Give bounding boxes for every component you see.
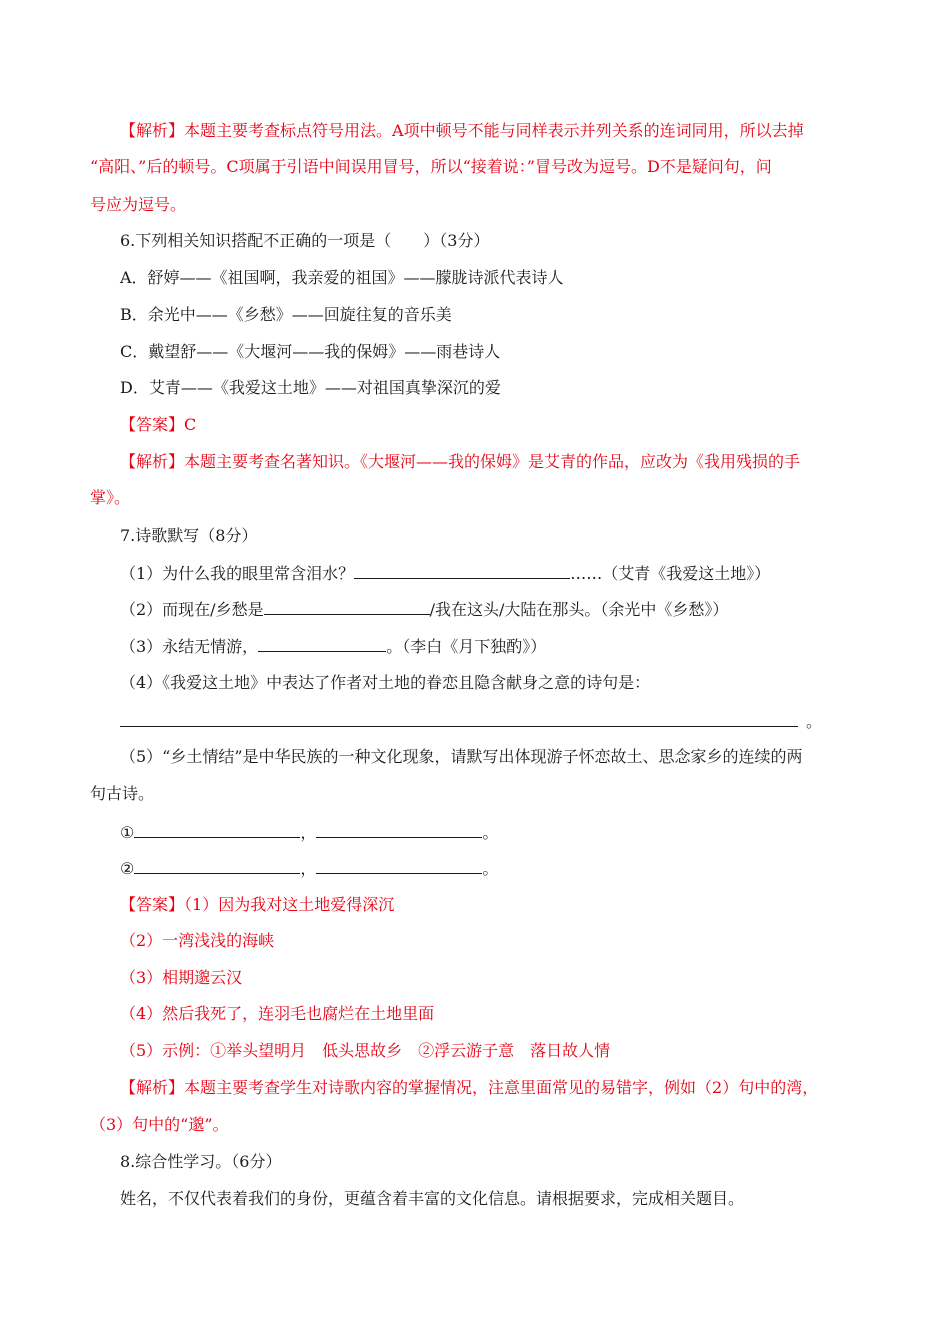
item-text: （2）而现在/乡愁是 <box>120 600 264 619</box>
q7-item-5-blank-1 <box>120 821 498 844</box>
item-text: ……（艾青《我爱这土地》） <box>570 564 771 583</box>
answer-blank[interactable] <box>354 562 570 579</box>
analysis-text: 本题主要考查标点符号用法。A项中顿号不能与同样表示并列关系的连词同用，所以去掉 <box>184 121 804 140</box>
item-end: 。 <box>806 712 823 731</box>
q6-analysis-line-2: 掌》。 <box>90 488 131 507</box>
q7-answer-2: （2）一湾浅浅的海峡 <box>120 931 275 950</box>
item-text: /我在这头/大陆在那头。（余光中《乡愁》） <box>429 600 729 619</box>
q7-item-5-line-1: （5）“乡土情结”是中华民族的一种文化现象，请默写出体现游子怀恋故土、思念家乡的连续的两 <box>120 747 803 766</box>
q7-stem: 7.诗歌默写（8分） <box>120 526 258 545</box>
q7-answer-4: （4）然后我死了，连羽毛也腐烂在土地里面 <box>120 1004 435 1023</box>
answer-blank[interactable] <box>134 821 300 838</box>
q7-answer-1 <box>120 894 394 916</box>
q8-stem: 8.综合性学习。（6分） <box>120 1152 282 1171</box>
analysis-tag: 【解析】 <box>120 1078 185 1097</box>
answer-blank[interactable] <box>134 857 300 874</box>
analysis-text: 本题主要考查学生对诗歌内容的掌握情况，注意里面常见的易错字，例如（2）句中的湾， <box>184 1078 819 1097</box>
comma: ， <box>300 859 317 878</box>
circle-number: ① <box>120 823 135 842</box>
q7-item-4: （4）《我爱这土地》中表达了作者对土地的眷恋且隐含献身之意的诗句是： <box>120 673 651 692</box>
q6-stem: 6.下列相关知识搭配不正确的一项是（ ）（3分） <box>120 231 490 250</box>
answer-text: （1）因为我对这土地爱得深沉 <box>184 895 395 914</box>
q7-item-3 <box>120 635 546 658</box>
q6-option-b: B．余光中——《乡愁》——回旋往复的音乐美 <box>120 305 452 324</box>
analysis-text: 本题主要考查名著知识。《大堰河——我的保姆》是艾青的作品，应改为《我用残损的手 <box>184 452 801 471</box>
answer-blank[interactable] <box>120 710 798 727</box>
answer-text: C <box>184 415 197 434</box>
analysis-tag: 【解析】 <box>120 121 185 140</box>
q7-analysis-line-2: （3）句中的“邈”。 <box>90 1115 229 1134</box>
period: 。 <box>482 859 499 878</box>
q6-option-d: D．艾青——《我爱这土地》——对祖国真挚深沉的爱 <box>120 378 501 397</box>
q7-item-5-blank-2 <box>120 857 498 880</box>
answer-tag: 【答案】 <box>120 415 185 434</box>
q7-answer-5: （5）示例：①举头望明月 低头思故乡 ②浮云游子意 落日故人情 <box>120 1041 611 1060</box>
analysis-tag: 【解析】 <box>120 452 185 471</box>
item-text: （1）为什么我的眼里常含泪水？ <box>120 564 355 583</box>
q5-analysis-line-1 <box>120 120 804 142</box>
q7-item-5-line-2: 句古诗。 <box>90 784 155 803</box>
answer-blank[interactable] <box>316 821 482 838</box>
answer-blank[interactable] <box>264 598 430 615</box>
comma: ， <box>300 823 317 842</box>
q7-answer-3: （3）相期邈云汉 <box>120 968 243 987</box>
answer-blank[interactable] <box>316 857 482 874</box>
q8-intro: 姓名，不仅代表着我们的身份，更蕴含着丰富的文化信息。请根据要求，完成相关题目。 <box>120 1189 745 1208</box>
item-text: 。（李白《月下独酌》） <box>386 637 547 656</box>
q6-option-c: C．戴望舒——《大堰河——我的保姆》——雨巷诗人 <box>120 342 501 361</box>
item-text: （3）永结无情游， <box>120 637 259 656</box>
q7-analysis-line-1 <box>120 1077 818 1099</box>
q6-answer <box>120 414 196 436</box>
period: 。 <box>482 823 499 842</box>
q5-analysis-line-2: “高阳、”后的顿号。C项属于引语中间误用冒号，所以“接着说：”冒号改为逗号。D不是疑问句，问 <box>90 157 772 176</box>
q5-analysis-line-3: 号应为逗号。 <box>90 195 187 214</box>
circle-number: ② <box>120 859 135 878</box>
q7-item-1 <box>120 562 770 585</box>
q6-analysis-line-1 <box>120 451 800 473</box>
q6-option-a: A．舒婷——《祖国啊，我亲爱的祖国》——朦胧诗派代表诗人 <box>120 268 564 287</box>
answer-blank[interactable] <box>258 635 386 652</box>
q7-item-4-blank-line <box>120 710 822 733</box>
q7-item-2 <box>120 598 728 621</box>
answer-tag: 【答案】 <box>120 895 185 914</box>
